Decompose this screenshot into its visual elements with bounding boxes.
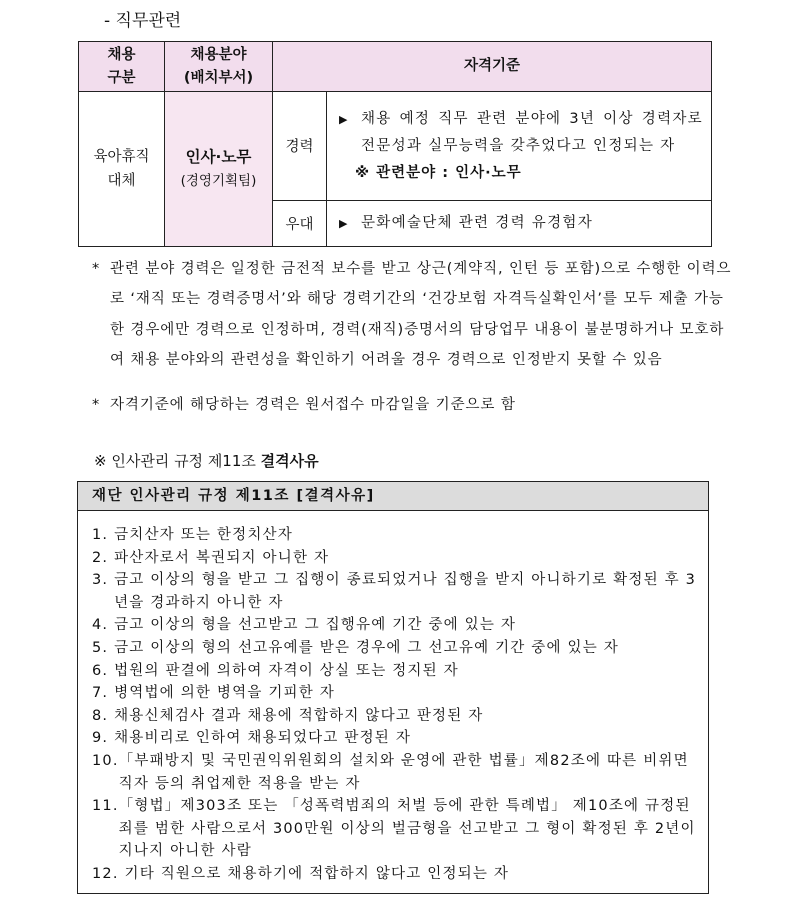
item-number: 1. bbox=[92, 527, 109, 543]
list-item bbox=[92, 614, 704, 637]
header-field-line1: 채용분야 bbox=[190, 46, 247, 63]
item-text: 병역법에 의한 병역을 기피한 자 bbox=[114, 685, 335, 702]
item-text: 금치산자 또는 한정치산자 bbox=[114, 527, 293, 543]
career-label: 경력 bbox=[273, 92, 327, 201]
triangle-bullet-icon: ▶ bbox=[339, 216, 348, 230]
item-text: 기타 직원으로 채용하기에 적합하지 않다고 인정되는 자 bbox=[124, 865, 510, 882]
item-text: 법원의 판결에 의하여 자격이 상실 또는 정지된 자 bbox=[114, 662, 459, 679]
regulation-box bbox=[77, 481, 709, 894]
item-text: 채용신체검사 결과 채용에 적합하지 않다고 판정된 자 bbox=[114, 707, 484, 724]
preference-criteria bbox=[327, 200, 712, 246]
note-career-definition bbox=[92, 254, 732, 375]
item-number: 5. bbox=[92, 639, 109, 656]
regulation-title: 재단 인사관리 규정 제11조 [결격사유] bbox=[78, 482, 708, 511]
item-number: 12. bbox=[92, 865, 119, 882]
asterisk-mark: * bbox=[92, 261, 101, 277]
note-text: 관련 분야 경력은 일정한 금전적 보수를 받고 상근(계약직, 인턴 등 포함)으로 수행한 이력으로 ‘재직 또는 경력증명서’와 해당 경력기간의 ‘건강보험 자격득실확인서’를 모두 제출 가능한 경우에만 경력으로 인정하며, 경력(재직)증명서의 담당업무 내용이 불분명하거나 모호하여 채용 분야와의 관련성을 확인하기 어려울 경우 경력으로 인정받지 못할 수 있음 bbox=[110, 261, 732, 368]
item-number: 8. bbox=[92, 707, 109, 724]
item-text: 금고 이상의 형을 받고 그 집행이 종료되었거나 집행을 받지 아니하기로 확정된 후 3년을 경과하지 아니한 자 bbox=[114, 572, 697, 611]
item-text: 「형법」제303조 또는 「성폭력범죄의 처벌 등에 관한 특례법」 제10조에 규정된 죄를 범한 사람으로서 300만원 이상의 벌금형을 선고받고 그 형이 확정된 후 2년이 지나지 아니한 사람 bbox=[118, 798, 696, 860]
table-header-row bbox=[79, 42, 712, 92]
list-item bbox=[92, 524, 704, 547]
qualification-table bbox=[78, 41, 712, 247]
item-number: 6. bbox=[92, 662, 109, 679]
table-row-career bbox=[79, 92, 712, 201]
category-cell bbox=[79, 92, 165, 247]
reference-prefix: ※ 인사관리 규정 제11조 bbox=[94, 452, 256, 470]
list-item bbox=[92, 682, 704, 705]
item-number: 2. bbox=[92, 549, 109, 566]
regulation-list bbox=[92, 524, 704, 886]
triangle-bullet-icon: ▶ bbox=[339, 112, 348, 126]
item-text: 금고 이상의 형의 선고유예를 받은 경우에 그 선고유예 기간 중에 있는 자 bbox=[114, 639, 619, 656]
category-line2: 대체 bbox=[107, 173, 136, 190]
list-item bbox=[92, 863, 704, 886]
item-number: 3. bbox=[92, 572, 109, 589]
item-text: 금고 이상의 형을 선고받고 그 집행유예 기간 중에 있는 자 bbox=[114, 617, 517, 634]
asterisk-mark: * bbox=[92, 397, 101, 413]
preference-text: 문화예술단체 관련 경력 유경험자 bbox=[361, 214, 594, 231]
item-text: 채용비리로 인하여 채용되었다고 판정된 자 bbox=[114, 730, 412, 747]
header-category-line1: 채용 bbox=[107, 46, 136, 63]
list-item bbox=[92, 727, 704, 750]
item-number: 7. bbox=[92, 685, 109, 702]
career-text: 채용 예정 직무 관련 분야에 3년 이상 경력자로 전문성과 실무능력을 갖추었다고 인정되는 자 bbox=[361, 110, 703, 154]
list-item bbox=[92, 637, 704, 660]
field-main: 인사·노무 bbox=[185, 148, 252, 167]
regulation-reference bbox=[94, 450, 319, 471]
list-item bbox=[92, 750, 704, 795]
career-note: ※ 관련분야 : 인사·노무 bbox=[355, 164, 522, 181]
header-category-line2: 구분 bbox=[107, 69, 136, 86]
note-text: 자격기준에 해당하는 경력은 원서접수 마감일을 기준으로 함 bbox=[110, 397, 516, 413]
header-criteria: 자격기준 bbox=[273, 42, 712, 92]
header-field bbox=[165, 42, 273, 92]
list-item bbox=[92, 660, 704, 683]
item-text: 「부패방지 및 국민권익위원회의 설치와 운영에 관한 법률」제82조에 따른 비위면직자 등의 취업제한 적용을 받는 자 bbox=[118, 752, 689, 792]
header-category bbox=[79, 42, 165, 92]
preference-label: 우대 bbox=[273, 200, 327, 246]
item-number: 4. bbox=[92, 617, 109, 634]
field-dept: (경영기획팀) bbox=[180, 173, 257, 190]
item-number: 11. bbox=[92, 798, 119, 815]
item-text: 파산자로서 복권되지 아니한 자 bbox=[114, 549, 330, 566]
career-criteria bbox=[327, 92, 712, 201]
category-line1: 육아휴직 bbox=[93, 149, 150, 166]
list-item bbox=[92, 547, 704, 570]
note-deadline bbox=[92, 390, 732, 420]
header-field-line2: (배치부서) bbox=[183, 69, 254, 86]
item-number: 9. bbox=[92, 730, 109, 747]
list-item bbox=[92, 795, 704, 863]
list-item bbox=[92, 705, 704, 728]
item-number: 10. bbox=[92, 752, 119, 769]
section-heading: - 직무관련 bbox=[104, 11, 182, 31]
field-cell bbox=[165, 92, 273, 247]
list-item bbox=[92, 569, 704, 614]
reference-bold: 결격사유 bbox=[260, 452, 319, 470]
